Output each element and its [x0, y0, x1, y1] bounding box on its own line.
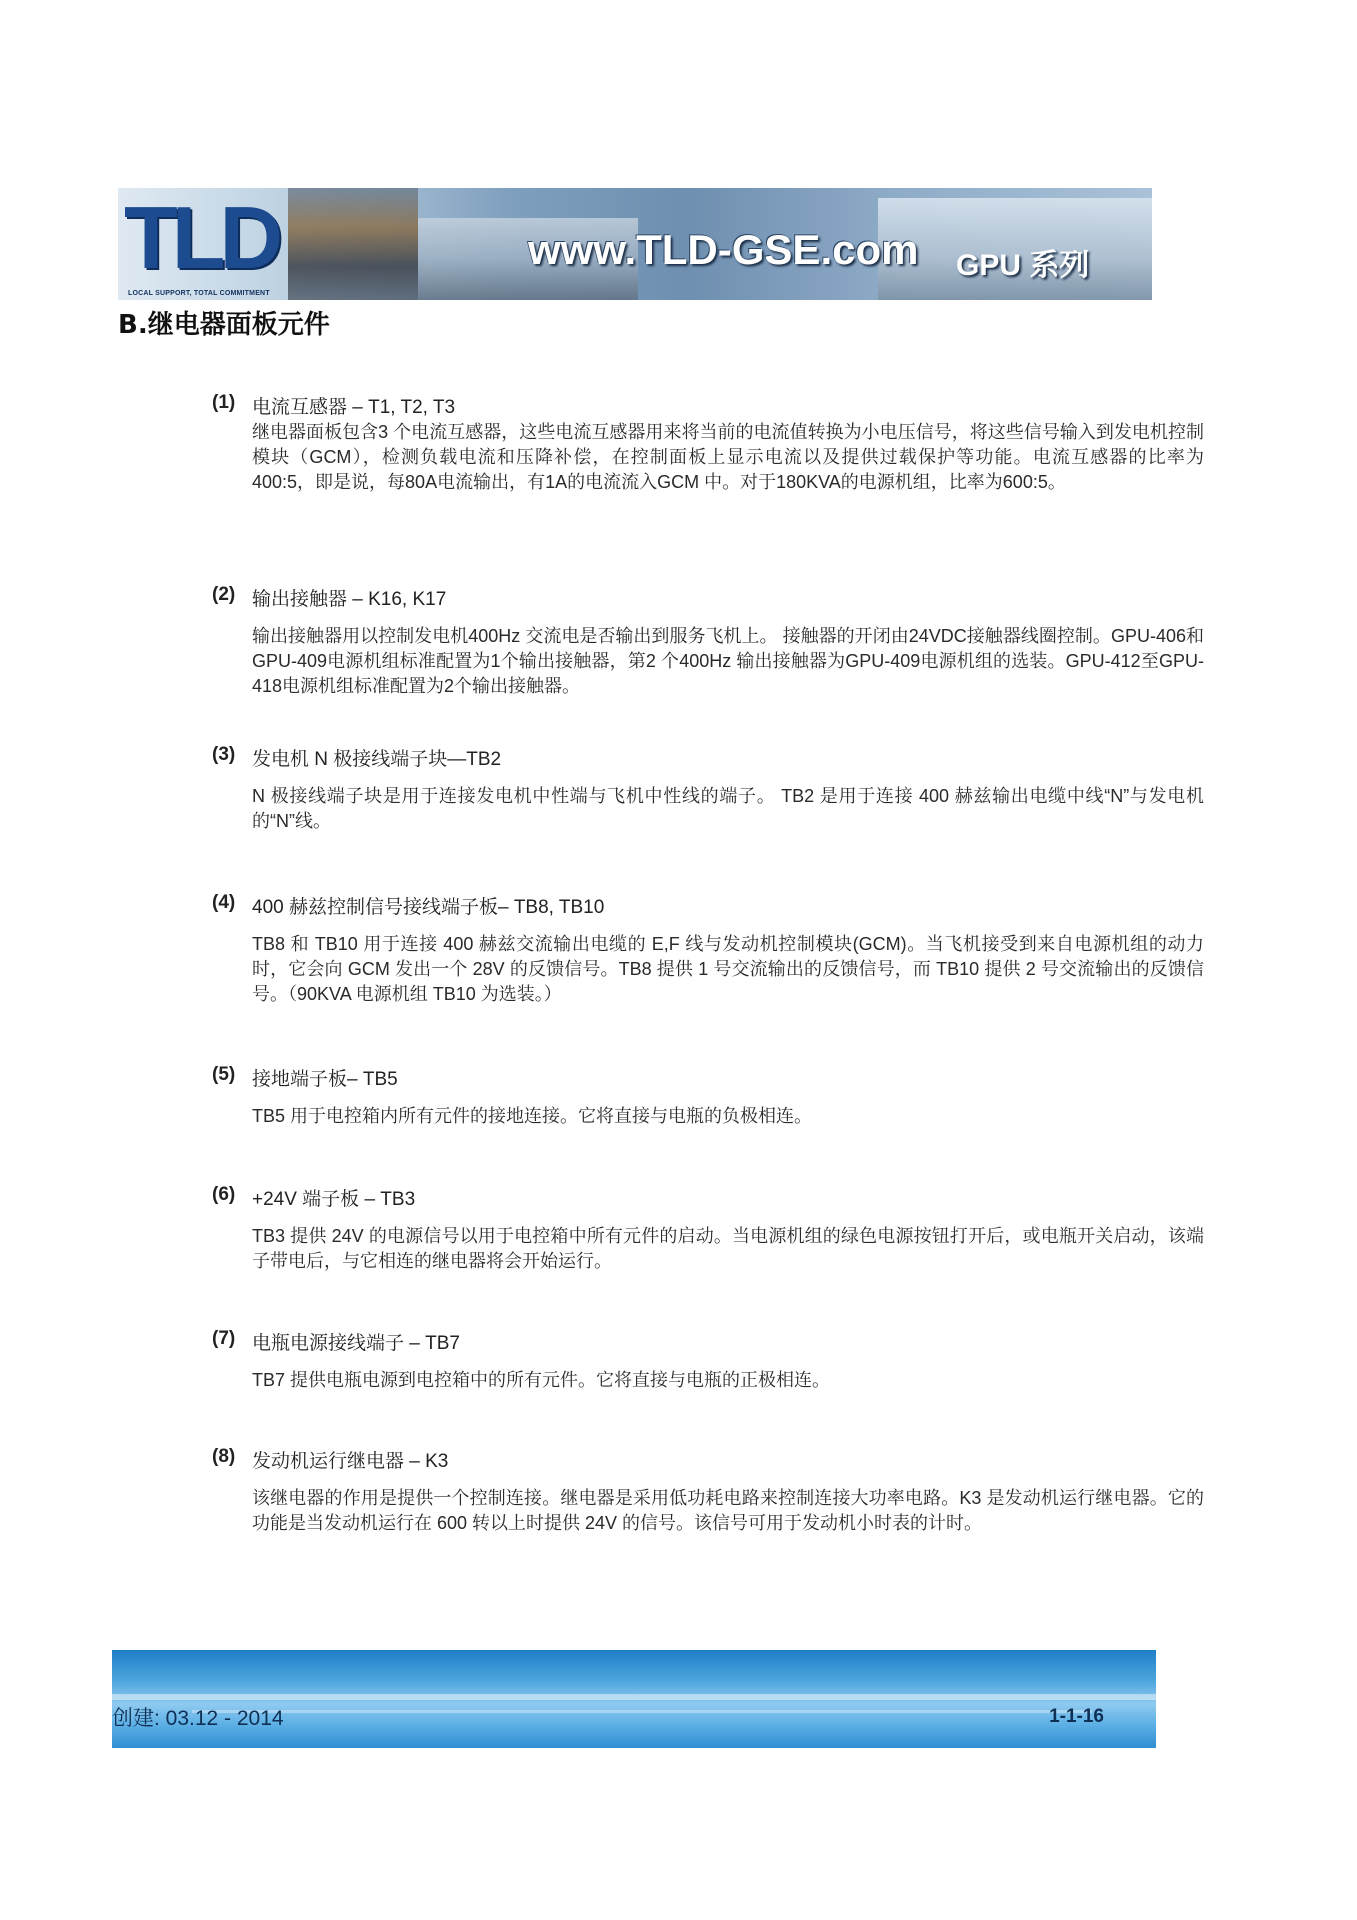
created-date: 创建: 03.12 - 2014	[112, 1707, 284, 1730]
item-body: 输出接触器用以控制发电机400Hz 交流电是否输出到服务飞机上。 接触器的开闭由24VDC接触器线圈控制。GPU-406和GPU-409电源机组标准配置为1个输出接触器，第2 个400Hz 输出接触器为GPU-409电源机组的选装。GPU-412至GPU-418电源机组标准配置为2个输出接触器。	[252, 626, 1204, 696]
item-heading: 400 赫兹控制信号接线端子板– TB8, TB10	[252, 897, 605, 918]
item-number: (3)	[212, 744, 236, 765]
footer-wave	[112, 1694, 1156, 1700]
logo-text: TLD	[124, 188, 278, 287]
logo-tagline: LOCAL SUPPORT, TOTAL COMMITMENT	[128, 290, 270, 297]
item-heading: 发动机运行继电器 – K3	[252, 1451, 449, 1472]
item-number: (5)	[212, 1064, 236, 1085]
item-heading: 接地端子板– TB5	[252, 1069, 398, 1090]
item-heading: 发电机 N 极接线端子块—TB2	[252, 749, 502, 770]
item-heading: 输出接触器 – K16, K17	[252, 589, 447, 610]
tld-logo	[122, 190, 290, 298]
banner-photo-truck	[288, 188, 418, 300]
item-number: (7)	[212, 1328, 236, 1349]
header-banner	[118, 188, 1152, 300]
item-number: (2)	[212, 584, 236, 605]
item-heading: 电瓶电源接线端子 – TB7	[252, 1333, 460, 1354]
footer-wave	[192, 1710, 1092, 1713]
page-number: 1-1-16	[1049, 1706, 1104, 1727]
item-body: TB5 用于电控箱内所有元件的接地连接。它将直接与电瓶的负极相连。	[252, 1106, 813, 1126]
item-number: (1)	[212, 392, 236, 413]
website-url: www.TLD-GSE.com	[528, 226, 919, 273]
item-number: (6)	[212, 1184, 236, 1205]
footer-banner	[112, 1650, 1156, 1748]
item-body: TB3 提供 24V 的电源信号以用于电控箱中所有元件的启动。当电源机组的绿色电源按钮打开后，或电瓶开关启动，该端子带电后，与它相连的继电器将会开始运行。	[252, 1226, 1204, 1271]
item-body: N 极接线端子块是用于连接发电机中性端与飞机中性线的端子。 TB2 是用于连接 400 赫兹输出电缆中线“N”与发电机的“N”线。	[252, 786, 1204, 831]
section-title: B.继电器面板元件	[118, 310, 330, 340]
item-heading: 电流互感器 – T1, T2, T3	[252, 397, 456, 418]
product-series: GPU 系列	[956, 249, 1090, 282]
item-body: 继电器面板包含3 个电流互感器，这些电流互感器用来将当前的电流值转换为小电压信号，将这些信号输入到发电机控制模块（GCM），检测负载电流和压降补偿，在控制面板上显示电流以及提供过载保护等功能。电流互感器的比率为400:5，即是说，每80A电流输出，有1A的电流流入GCM 中。对于180KVA的电源机组，比率为600:5。	[252, 422, 1204, 492]
item-body: TB7 提供电瓶电源到电控箱中的所有元件。它将直接与电瓶的正极相连。	[252, 1370, 831, 1390]
item-number: (8)	[212, 1446, 236, 1467]
item-body: TB8 和 TB10 用于连接 400 赫兹交流输出电缆的 E,F 线与发动机控制模块(GCM)。当飞机接受到来自电源机组的动力时，它会向 GCM 发出一个 28V 的反馈信号。TB8 提供 1 号交流输出的反馈信号，而 TB10 提供 2 号交流输出的反馈信号。（90KVA 电源机组 TB10 为选装。）	[252, 934, 1204, 1004]
item-body: 该继电器的作用是提供一个控制连接。继电器是采用低功耗电路来控制连接大功率电路。K3 是发动机运行继电器。它的功能是当发动机运行在 600 转以上时提供 24V 的信号。该信号可用于发动机小时表的计时。	[252, 1488, 1204, 1533]
item-heading: +24V 端子板 – TB3	[252, 1189, 416, 1210]
item-number: (4)	[212, 892, 236, 913]
